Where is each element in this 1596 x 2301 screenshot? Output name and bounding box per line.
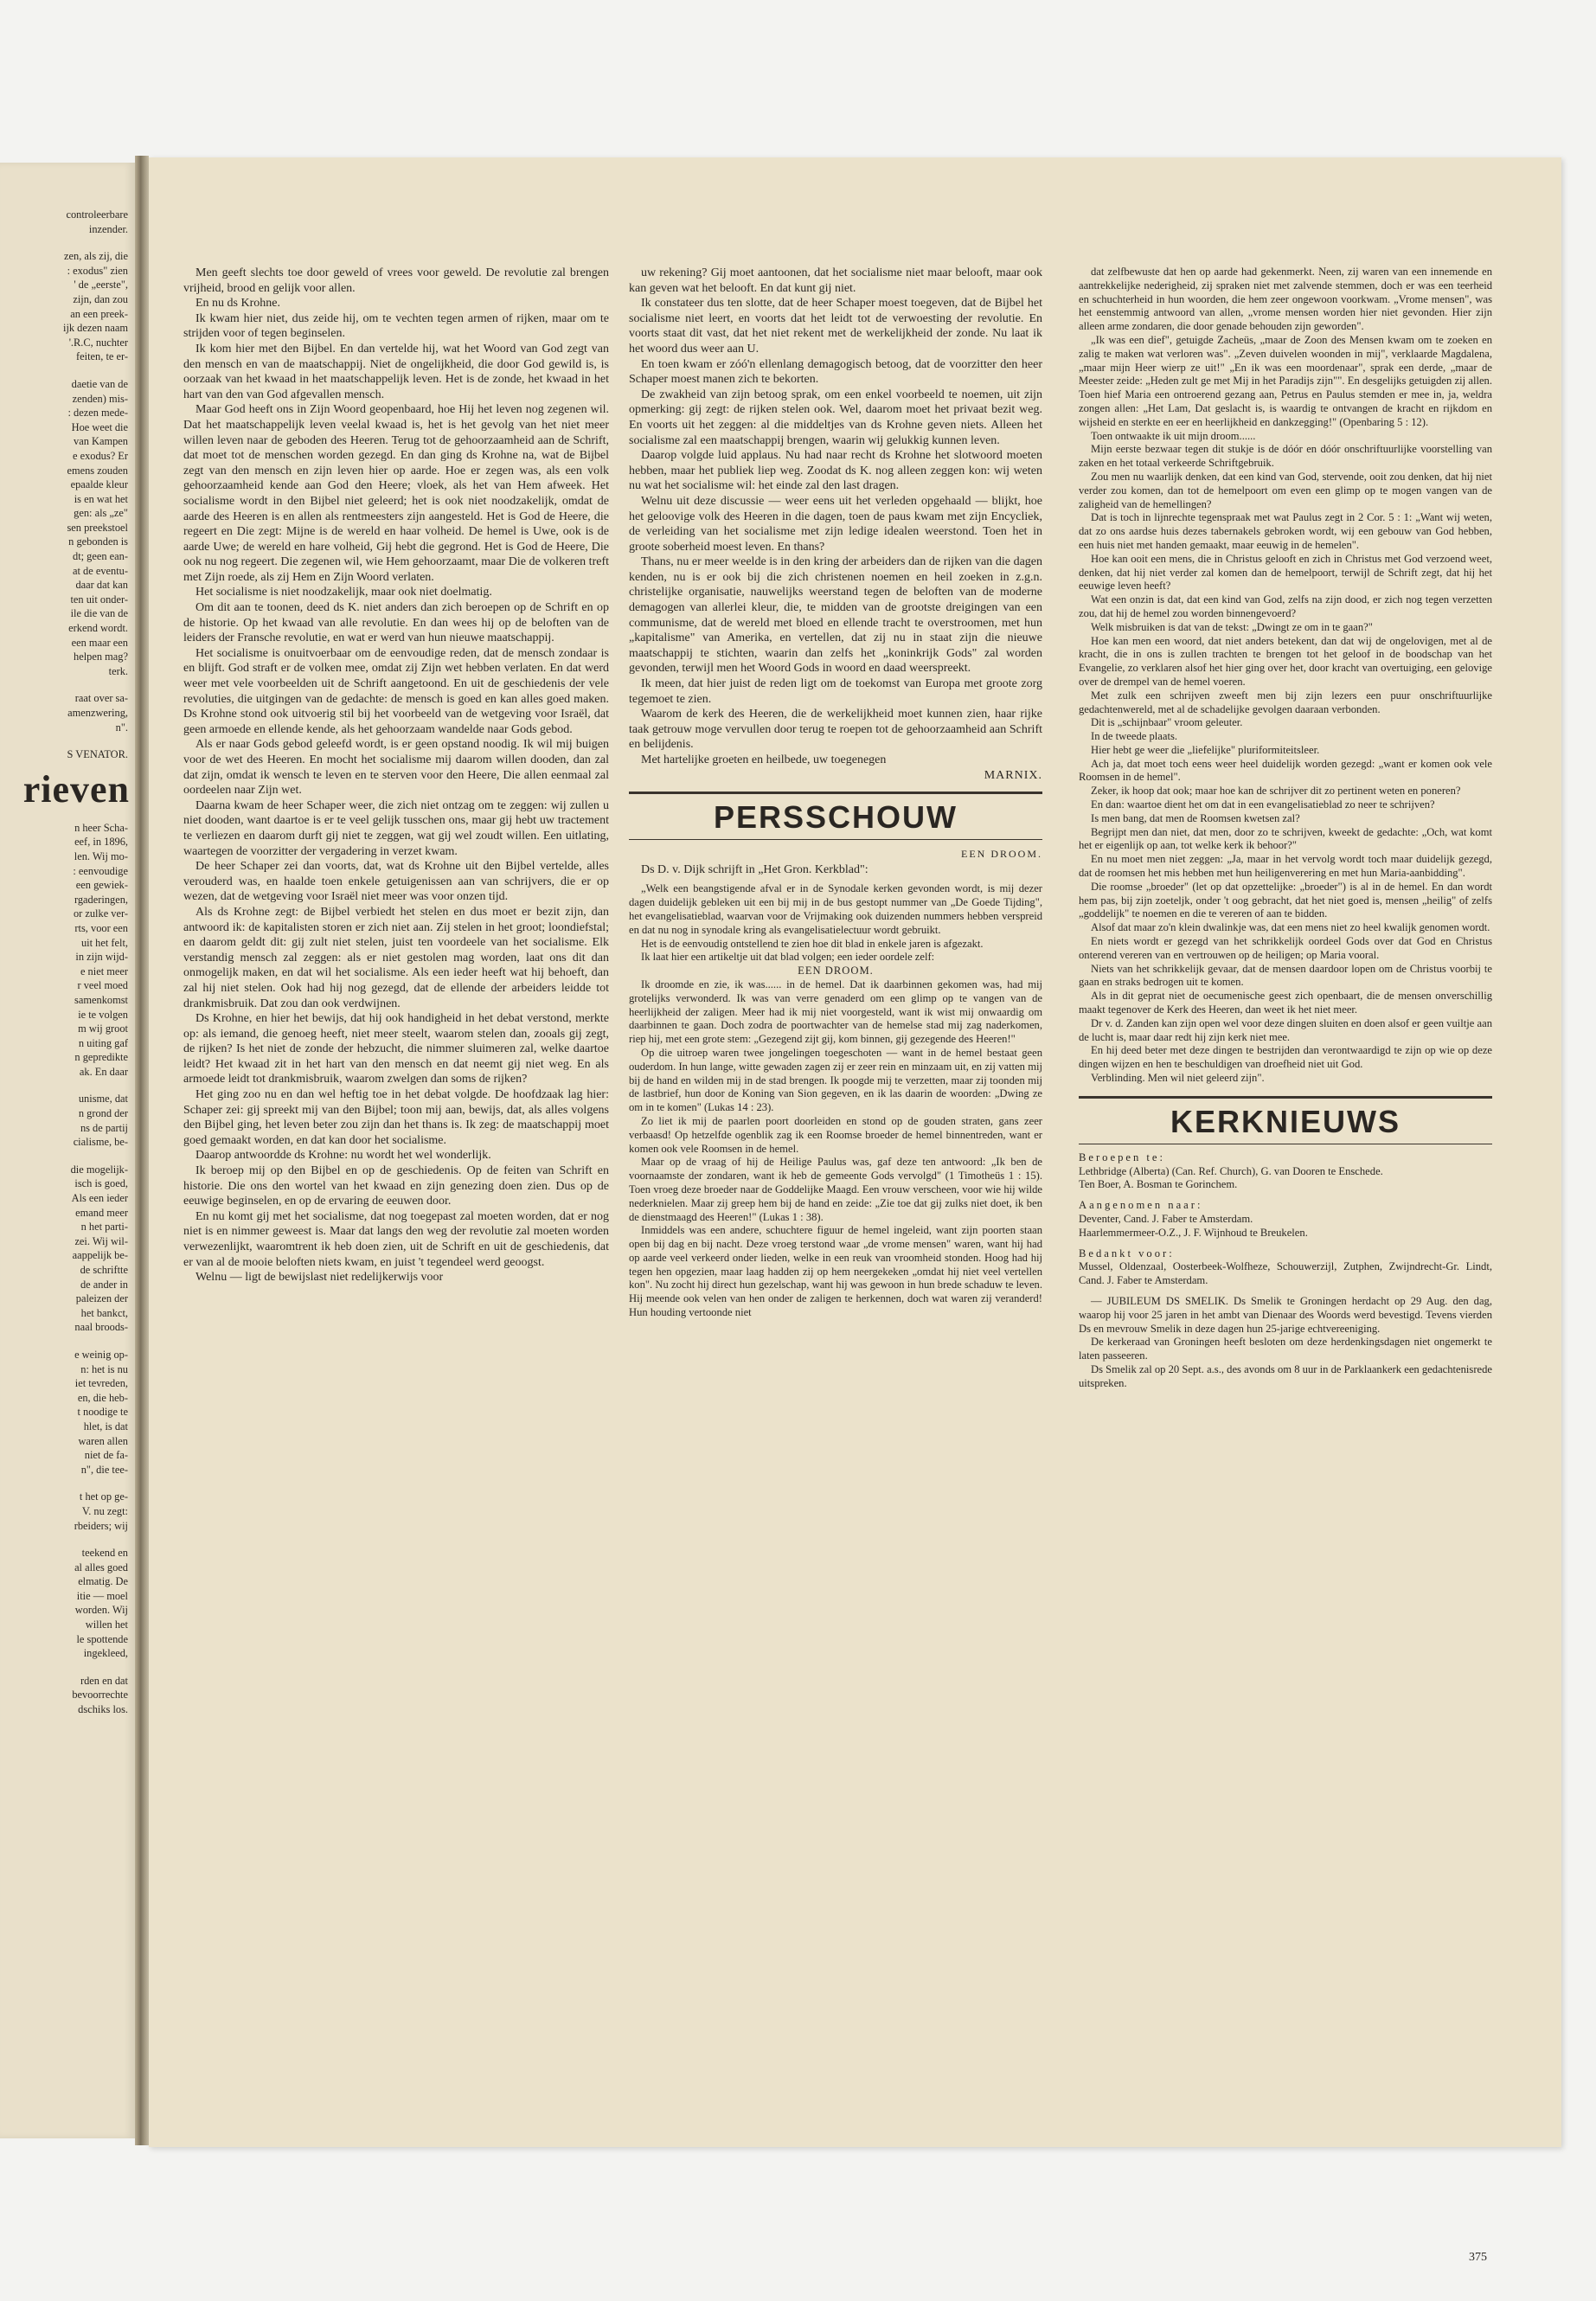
left-text-fragment: iet tevreden, (74, 1377, 128, 1390)
left-text-fragment: sen preekstoel (67, 521, 128, 534)
quote-paragraph: Ik laat hier een artikeltje uit dat blad volgen; een ieder oordele zelf: (641, 951, 935, 964)
paragraph: Maar God heeft ons in Zijn Woord geopenbaard, hoe Hij het leven nog zegenen wil. Dat het maatschappelijk leven veelal kwaad is, het is het gevolg van het niet meer willen leven naar de geboden des Heeren. Terug tot de gehoorzaamheid aan de Schrift, dat moet tot de menschen worden gezegd. En dan ging ds Krohne na, wat de Bijbel zegt van den mensch en zijn leven hier op aarde. Hoe er zegen was, als een volk gehoorzaamheid kende aan God den Heere; vloek, als het van Hem afweek. Het socialisme wordt in den Bijbel niet geleerd; het is ook niet noodzakelijk, omdat de aarde des Heeren is en allen als rentmeesters zijn aangesteld. Het is God de Heere, die regeert en Die zegt: Mijne is de wereld en haar volheid. De hemel is Uwe, ook is de aarde Uwe; de wereld en hare volheid, Gij hebt die gegrond. Het is God de Heere, Die ook nu nog regeert. Die zegenen wil, wie Hem gehoorzaamt, maar Die de volkeren treft met Zijn roede, als zij Hem en Zijn Woord verlaten. (183, 403, 609, 584)
paragraph: Daarna kwam de heer Schaper weer, die zich niet ontzag om te zeggen: wij zullen u niet dooden, want daartoe is er te veel gelijk tusschen ons, maar gij hebt uw tractement te verliezen en daarom durft gij niet te zeggen, wat gij wel zoudt willen. Een uitlating, waartegen de voorzitter der vergadering in verzet kwam. (183, 798, 609, 858)
left-text-fragment: samenkomst (74, 993, 128, 1006)
book-spine (135, 156, 149, 2145)
aangenomen-item: Haarlemmermeer-O.Z., J. F. Wijnhoud te Breukelen. (1079, 1226, 1308, 1239)
section-rule (1079, 1096, 1492, 1099)
left-text-fragment (0, 1533, 135, 1546)
letter-signature: MARNIX. (984, 768, 1042, 782)
left-text-fragment: '.R.C, nuchter (68, 336, 128, 349)
left-text-fragment: : eenvoudige (73, 864, 128, 877)
paragraph: dat zelfbewuste dat hen op aarde had gekenmerkt. Neen, zij waren van een innemende en aantrekkelijke nederigheid, zij spraken niet met zalvende stemmen, doch er was een teerheid en schuchterheid in hun woorden, die hem zeer ongewoon voorkwam. „Vrome mensen", was het eenstemmig antwoord van allen, „vrome mensen worden hier niet gevonden. Hier zijn alleen arme zondaren, die door genade behouden zijn geworden". (1079, 266, 1492, 333)
quote-paragraph: „Welk een beangstigende afval er in de Synodale kerken gevonden wordt, is mij dezer dagen duidelijk gebleken uit een bij mij in de bus gestopt nummer van „De Goede Tijding", het evangelisatieblad, waarvan voor de Vrijmaking ook duizenden nummers hebben verspreid en dat nu nog in synodale kring als evangelisatielectuur wordt gebruikt. (629, 882, 1042, 936)
left-text-fragment: ' de „eerste", (74, 279, 128, 292)
left-text-fragment: is en wat het (74, 492, 128, 505)
left-text-fragment: S VENATOR. (67, 748, 128, 761)
paragraph: De zwakheid van zijn betoog sprak, om een enkel voorbeeld te noemen, uit zijn opmerking: gij zegt: de rijken stelen ook. Wel, daarom moet het privaat bezit weg. En voorts uit het zeggen: al die middeltjes van ds Krohne geven niets. Alleen het socialisme zal een maatschappij brengen, waarin wij gelukkig kunnen leven. (629, 388, 1042, 447)
dream-paragraph: Maar op de vraag of hij de Heilige Paulus was, gaf deze ten antwoord: „Ik ben de voornaamste der zondaren, want ik heb de gemeente Gods vervolgd" (1 Timotheüs 1 : 15). Toen vroeg deze broeder naar de Goddelijke Maagd. Een vrouw verscheen, voor wie hij wilde nederknielen. Maar zij greep hem bij de hand en zeide: „Zie toe dat gij zulks niet doet, ik ben de dienstmaagd des Heeren!" (Lukas 1 : 38). (629, 1156, 1042, 1223)
left-text-fragment: die mogelijk- (70, 1163, 128, 1176)
dream-text (629, 978, 1042, 1320)
persschouw-quote (629, 882, 1042, 965)
paragraph: Als ds Krohne zegt: de Bijbel verbiedt het stelen en dus moet er bezit zijn, dan antwoord ik: de kapitalisten storen er zich niet aan. Zij stelen in het groot; loondiefstal; en daarom geldt dit: gij zult niet stelen, juist ten voordeele van het socialisme. Elk verstandig mensch zal zeggen: als er niet gestolen mag worden, laat ons dit dan onmogelijk maken, en dat wil het socialisme. Als een ieder heeft wat hij behoeft, dan zal hij niet stelen. Ook had hij nog gezegd, dat de ellende der arbeiders leidde tot drankmisbruik. Dat zou dan ook verdwijnen. (183, 905, 609, 1010)
left-text-fragment: erkend wordt. (68, 622, 128, 635)
beroepen-list (1079, 1165, 1492, 1193)
paragraph: Als in dit geprat niet de oecumenische geest zich openbaart, die de mensen onverschillig maakt tegenover de Kerk des Heeren, dan weet ik het niet meer. (1079, 990, 1492, 1016)
beroepen-item: Lethbridge (Alberta) (Can. Ref. Church), G. van Dooren te Enschede. (1079, 1164, 1383, 1177)
dream-paragraph: Op die uitroep waren twee jongelingen toegeschoten — want in de hemel bestaat geen ouderdom. In hun lange, witte gewaden zagen zij er zeer rein en minzaam uit, en zij vatten mij bij de hand en wilden mij in de stad brengen. Ik poogde mij te verzetten, maar zij toonden mij de lastbrief, hun door de Koning van Sion gegeven, en ik las daarin de woorden: „Dwing ze om in te komen" (Lukas 14 : 23). (629, 1046, 1042, 1114)
left-text-fragment: teekend en (81, 1547, 128, 1560)
left-text-fragment: het bankct, (80, 1306, 128, 1319)
paragraph: Welnu — ligt de bewijslast niet redelijkerwijs voor (195, 1271, 444, 1285)
left-text-fragment: epaalde kleur (70, 478, 128, 491)
paragraph: Welnu uit deze discussie — weer eens uit het verleden opgehaald — blijkt, hoe het geloovige volk des Heeren in die dagen, toen de paus kwam met zijn Encycliek, de verleiding van het socialisme met zijn ledige idealen weerstond. Toen het in groote soberheid moest leven. En thans? (629, 494, 1042, 554)
paragraph: En toen kwam er zóó'n ellenlang demagogisch betoog, dat de voorzitter den heer Schaper moest manen zich te bekorten. (629, 357, 1042, 387)
paragraph: En nu ds Krohne. (195, 297, 280, 311)
paragraph: Dr v. d. Zanden kan zijn open wel voor deze dingen sluiten en doen alsof er geen vuiltje aan de lucht is, maar daar redt hij zijn kerk niet mee. (1079, 1016, 1492, 1043)
persschouw-title: PERSSCHOUW (713, 799, 958, 836)
left-text-fragment: zei. Wij wil- (74, 1234, 128, 1247)
left-text-fragment (0, 1079, 135, 1092)
left-text-fragment: ten uit onder- (70, 593, 128, 606)
bedankt-list (1079, 1260, 1492, 1288)
left-text-fragment (0, 1477, 135, 1490)
paragraph: En dan: waartoe dient het om dat in een evangelisatieblad zo neer te schrijven? (1091, 798, 1435, 811)
dream-paragraph: Ik droomde en zie, ik was...... in de hemel. Dat ik daarbinnen gekomen was, had mij grotelijks verwonderd. Ik was van verre genaderd om een glimp op te vangen van de heerlijkheid der zaligen. Meer had ik mij niet voorgesteld, want ik wist mij onwaardig om daarbinnen te gaan. Doch zodra de poortwachter van de hemelse stad mij zag naderkomen, riep hij, met een grote stem: „Gezegend zijt gij, kom binnen, gij gezegende des Heeren!" (629, 977, 1042, 1046)
left-text-fragment (0, 1335, 135, 1348)
left-text-fragment: willen het (85, 1618, 128, 1631)
left-text-fragment: niet de fa- (84, 1449, 128, 1462)
paragraph: Verblinding. Men wil niet geleerd zijn". (1091, 1072, 1265, 1085)
left-text-fragment: ie te volgen (78, 1008, 128, 1021)
left-text-fragment: daetie van de (71, 377, 128, 390)
left-text-fragment: or zulke ver- (73, 907, 128, 920)
column-2-letter (629, 266, 1042, 768)
left-text-fragment: uit het felt, (80, 936, 128, 949)
paragraph: Het ging zoo nu en dan wel heftig toe in het debat volgde. De hoofdzaak lag hier: Schaper zei: gij spreekt mij van den Bijbel; toon mij aan, bewijs, dat, als alles volgens den Bijbel ging, het leven beter zou zijn dan het thans is. Ik zeg: de maatschappij moet goed gemaakt worden, en dat kan door het socialisme. (183, 1088, 609, 1147)
paragraph: Met zulk een schrijven zweeft men bij zijn lezers een puur onschriftuurlijke gedachtenwereld, met al de schadelijke gevolgen daaraan verbonden. (1079, 689, 1492, 715)
paragraph: Het socialisme is niet noodzakelijk, maar ook niet doelmatig. (195, 586, 492, 599)
left-text-fragment (0, 236, 135, 249)
left-text-fragment: ingekleed, (83, 1647, 128, 1660)
left-text-fragment: elmatig. De (78, 1575, 128, 1588)
column-3 (1079, 266, 1492, 1391)
bedankt-item: Mussel, Oldenzaal, Oosterbeek-Wolfheze, Schouwerzijl, Zutphen, Zwijndrecht-Gr. Lindt, Cand. J. Faber te Amsterdam. (1079, 1260, 1492, 1287)
left-text-fragment: V. nu zegt: (81, 1504, 128, 1517)
paragraph: Hoe kan men een woord, dat niet anders betekent, dan dat wij de ongelovigen, met al de kracht, die in ons is zullen trachten te brengen tot het geloof in de boodschap van het Evangelie, zo verklaren alsof het hier ging over het, door kracht van overtuiging, een gelovige over de drempel van de hemel voeren. (1079, 634, 1492, 688)
left-text-fragment: : dezen mede- (67, 407, 128, 420)
left-text-fragment: n gebonden is (68, 535, 128, 548)
left-text-fragment: t noodige te (77, 1406, 128, 1419)
paragraph: Ik constateer dus ten slotte, dat de heer Schaper moest toegeven, dat de Bijbel het socialisme niet leert, en voorts dat het leidt tot de verwoesting der revolutie. En voorts staat dit vast, dat het niet rekent met de werkelijkheid der zonde. Nu laat ik het woord dus weer aan U. (629, 297, 1042, 356)
column-3-text (1079, 266, 1492, 1086)
aangenomen-list (1079, 1213, 1492, 1240)
left-text-fragment: t het op ge- (79, 1490, 128, 1503)
paragraph: Niets van het schrikkelijk gevaar, dat de mensen daardoor lopen om de Christus voorbij te gaan en straks bedrogen uit te komen. (1079, 962, 1492, 989)
dream-title: EEN DROOM. (798, 965, 874, 977)
left-text-fragment: n", die tee- (80, 1463, 128, 1476)
paragraph: Ik kom hier met den Bijbel. En dan vertelde hij, wat het Woord van God zegt van den mensch en van de maatschappij. Niet de ongelijkheid, die door God gewild is, is oorzaak van het kwaad in het maatschappelijk leven. Het is de zonde, het kwaad in het hart van den van God afgevallen mensch. (183, 342, 609, 401)
left-text-fragment: paleizen der (75, 1292, 128, 1305)
left-page-fragment (0, 163, 135, 2138)
left-text-fragment: n grond der (78, 1107, 128, 1120)
left-text-fragment: rden en dat (80, 1674, 128, 1687)
persschouw-subhead: EEN DROOM. (961, 848, 1042, 861)
left-text-fragment: feiten, te er- (76, 350, 128, 363)
paragraph: Ik kwam hier niet, dus zeide hij, om te vechten tegen armen of rijken, maar om te strijden voor of tegen beginselen. (183, 311, 609, 341)
left-text-fragment: len. Wij mo- (74, 849, 128, 862)
paragraph: Die roomse „broeder" (let op dat opzettelijke: „broeder") is al in de hemel. En dan wordt hem pas, bij zijn zoeteljk, onder 't oog gebracht, dat het niet goed is, mensen „heilig" of zelfs „goddelijk" te noemen en die te vereren of aan te bidden. (1079, 880, 1492, 920)
left-text-fragment: at de eventu- (73, 564, 128, 577)
left-text-fragment: n gepredikte (74, 1051, 128, 1064)
kerknieuws-body (1079, 1151, 1492, 1391)
left-text-fragment: n het parti- (80, 1221, 128, 1234)
left-column-fragments-top (0, 208, 135, 762)
paragraph: Is men bang, dat men de Roomsen kwetsen zal? (1091, 811, 1300, 824)
paragraph: Daarop volgde luid applaus. Nu had naar recht ds Krohne het slotwoord moeten hebben, maar het publiek liep weg. Zoodat ds K. nog alleen zeggen kon: wij weten nu wat het socialisme wil: het einde zal den last dragen. (629, 449, 1042, 493)
paragraph: Ds Krohne, en hier het bewijs, dat hij ook handigheid in het debat verstond, merkte op: als iemand, die genoeg heeft, niet meer steelt, waarom stelen dan, zooals gij zegt, de rijken? Is het niet de zonde der hebzucht, die nimmer sluimeren zal, welke daartoe leidt? Het kwaad zit in het hart van den mensch en dat neemt gij niet weg. En als armoede leidt tot drankmisbruik, waarom zwelgen dan soms de rijken? (183, 1012, 609, 1086)
left-text-fragment: : exodus" zien (67, 264, 128, 277)
left-text-fragment: rgaderingen, (74, 893, 128, 906)
left-text-fragment: itie — moel (76, 1589, 128, 1602)
aangenomen-label: Aangenomen naar: (1079, 1199, 1203, 1212)
paragraph: Daarop antwoordde ds Krohne: nu wordt het wel wonderlijk. (195, 1149, 491, 1163)
dream-paragraph: Zo liet ik mij de paarlen poort doorleiden en stond op de gouden straten, gans zeer verbaasd! Op hetzelfde ogenblik zag ik een Roomse broeder de hemel binnentreden, want er komen ook vele Roomsen in de hemel. (629, 1114, 1042, 1155)
jubileum-paragraph: Ds Smelik zal op 20 Sept. a.s., des avonds om 8 uur in de Parklaankerk een gedachtenisrede uitspreken. (1079, 1362, 1492, 1389)
left-text-fragment: zijn, dan zou (73, 292, 128, 305)
left-text-fragment: in zijn wijd- (75, 951, 128, 964)
persschouw-intro: Ds D. v. Dijk schrijft in „Het Gron. Kerkblad": (641, 862, 869, 876)
left-text-fragment: n heer Scha- (74, 821, 128, 834)
paragraph: Dit is „schijnbaar" vroom geleuter. (1091, 716, 1243, 729)
dream-paragraph: Inmiddels was een andere, schuchtere figuur de hemel ingeleid, want zijn poorten staan open bij dag en bij nacht. Deze vroeg terstond waar „de vrome mensen" waren, want hij had op aarde veel verkeerd onder lieden, welke in een reuk van vroomheid stonden. Hoog had hij tegen hen opgezien, maar laag hadden zij op hem neergekeken „omdat hij niet veel vertellen kon". Nu zocht hij direct hun gezelschap, want hij was gewoon in hun brede schaduw te leven. Hij meende ook velen van hen onder de zaligen te herkennen, doch wat waren zij veranderd! Hun houding vertoonde niet (629, 1224, 1042, 1319)
left-text-fragment: de schriftte (80, 1264, 128, 1276)
left-text-fragment: rbeiders; wij (74, 1519, 128, 1532)
paragraph: En niets wordt er gezegd van het schrikkelijk oordeel Gods over dat God en Christus onterend vereren van en vertrouwen op de heiligen; op Maria vooral. (1079, 935, 1492, 961)
beroepen-label: Beroepen te: (1079, 1150, 1165, 1163)
paragraph: In de tweede plaats. (1091, 730, 1178, 743)
jubileum-notice (1079, 1295, 1492, 1391)
left-text-fragment: n uiting gaf (78, 1036, 128, 1049)
left-text-fragment: worden. Wij (74, 1604, 128, 1617)
left-text-fragment: terk. (108, 664, 128, 677)
left-text-fragment: een maar een (71, 636, 128, 649)
left-text-fragment: e exodus? Er (73, 449, 128, 462)
left-text-fragment: an een preek- (70, 307, 128, 320)
left-text-fragment: unisme, dat (78, 1093, 128, 1106)
paragraph: Zeker, ik hoop dat ook; maar hoe kan de schrijver dit zo pertinent weten en poneren? (1091, 785, 1461, 798)
left-text-fragment: zen, als zij, die (64, 250, 128, 263)
paragraph: Met hartelijke groeten en heilbede, uw toegenegen (641, 753, 887, 766)
left-text-fragment: emand meer (75, 1206, 128, 1219)
left-text-fragment: aappelijk be- (72, 1249, 128, 1262)
left-text-fragment: amenzwering, (67, 707, 128, 719)
left-text-fragment: en, die heb- (77, 1391, 128, 1404)
paragraph: Men geeft slechts toe door geweld of vrees voor geweld. De revolutie zal brengen vrijheid, brood en gelijk voor allen. (183, 266, 609, 295)
left-text-fragment (0, 734, 135, 747)
left-text-fragment: emens zouden (67, 464, 128, 477)
left-text-fragment (0, 364, 135, 377)
column-2 (629, 266, 1042, 1320)
paragraph: Alsof dat maar zo'n klein dwalinkje was, dat een mens niet zo heel kwalijk genomen wordt. (1091, 921, 1490, 934)
paragraph: Begrijpt men dan niet, dat men, door zo te schrijven, kweekt de gedachte: „Och, wat komt het er eigenlijk op aan, tot welke kerk ik behoor?" (1079, 825, 1492, 852)
paragraph: Toen ontwaakte ik uit mijn droom...... (1091, 429, 1256, 442)
left-text-fragment: eef, in 1896, (74, 836, 128, 849)
paragraph: Mijn eerste bezwaar tegen dit stukje is de dóór en dóór onschriftuurlijke voorstelling van zaken en het totaal verkeerde Schriftgebruik. (1079, 443, 1492, 470)
paragraph: Hoe kan ooit een mens, die in Christus gelooft en zich in Christus met God verzoend weet, denken, dat hij niet verder zal komen dan de hemelpoort, terwijl de Schrift zegt, dat hij het eeuwige leven heeft? (1079, 552, 1492, 593)
quote-paragraph: Het is de eenvoudig ontstellend te zien hoe dit blad in enkele jaren is afgezakt. (641, 937, 984, 950)
left-text-fragment: isch is goed, (74, 1177, 128, 1190)
left-text-fragment: le spottende (76, 1632, 128, 1645)
left-text-fragment: helpen mag? (74, 651, 128, 663)
page-number: 375 (1469, 2251, 1487, 2264)
jubileum-paragraph: — JUBILEUM DS SMELIK. Ds Smelik te Groningen herdacht op 29 Aug. den dag, waarop hij voor 25 jaren in het ambt van Dienaar des Woords werd bevestigd. Tevens vierden Ds en mevrouw Smelik in deze dagen hun 25-jarige echtvereeniging. (1079, 1294, 1492, 1335)
beroepen-item: Ten Boer, A. Bosman te Gorinchem. (1079, 1178, 1238, 1191)
left-text-fragment: zenden) mis- (72, 392, 128, 405)
paragraph: Hier hebt ge weer die „liefelijke" pluriformiteitsleer. (1091, 743, 1320, 756)
left-text-fragment: ns de partij (80, 1121, 128, 1134)
paragraph: En nu komt gij met het socialisme, dat nog toegepast zal moeten worden, dat er nog niet is en nimmer geweest is. Maar dat langs den weg der revolutie zal moeten worden verwezenlijkt, waaromtrent ik heb doen zien, uit de Schrift en uit de geschiedenis, dat er van al de mooie beloften niets kwam, en juist 't tegendeel werd geoogst. (183, 1209, 609, 1269)
column-1 (183, 266, 609, 1285)
left-text-fragment: inzender. (88, 222, 128, 235)
left-text-fragment (0, 1661, 135, 1674)
left-text-fragment: e niet meer (80, 965, 128, 977)
newspaper-page (149, 157, 1561, 2264)
left-text-fragment: gen: als „ze" (74, 507, 128, 520)
paragraph: Zou men nu waarlijk denken, dat een kind van God, stervende, ooit zou denken, dat hij niet verder zou komen, dan tot de hemelpoort om even een glimp op te mogen vangen van de zaligheid van de hemellingen? (1079, 470, 1492, 510)
left-text-fragment: m wij groot (78, 1022, 128, 1035)
left-text-fragment: hlet, is dat (83, 1420, 128, 1433)
left-text-fragment: raat over sa- (74, 692, 128, 705)
left-text-fragment: van Kampen (74, 435, 128, 448)
paragraph: Thans, nu er meer weelde is in den kring der arbeiders dan de rijken van die dagen kenden, nu is er ook bij die zich christenen noemen en heil zoeken in z.g.n. christelijke organisatie, nauwelijks weerstand tegen de beloften van de moderne demagogen van allerlei kleur, die, te midden van de grootste dreigingen van een communisme, dat de wereld met bloed en ellende tracht te overstroomen, met hun „kapitalisme" van Amerika, en vertellen, dat zij nu in staat zijn die nieuwe maatschappij te stichten, waarin dan zelfs het „koninkrijk Gods" zal worden gevonden, terwijl men het Woord Gods in woord en daad weerspreekt. (629, 555, 1042, 676)
left-text-fragment: controleerbare (66, 208, 128, 221)
jubileum-paragraph: De kerkeraad van Groningen heeft besloten om deze herdenkingsdagen niet ongemerkt te laten passeeren. (1079, 1336, 1492, 1362)
paragraph: uw rekening? Gij moet aantoonen, dat het socialisme niet maar belooft, maar ook kan geven wat het belooft. En dat kunt gij niet. (629, 266, 1042, 295)
left-text-fragment: naal broods- (74, 1321, 128, 1334)
left-text-fragment: Als een ieder (71, 1192, 128, 1205)
left-text-fragment: daar dat kan (75, 579, 128, 592)
left-text-fragment: n: het is nu (80, 1362, 128, 1375)
left-text-fragment: dt; geen ean- (73, 550, 128, 563)
left-text-fragment: n". (115, 721, 128, 734)
paragraph: De heer Schaper zei dan voorts, dat, wat ds Krohne uit den Bijbel vertelde, alles verouderd was, en haalde toen enkele getuigenissen aan van schrijvers, die er op wezen, dat de wetgeving voor Israël niet meer was voor onzen tijd. (183, 860, 609, 904)
paragraph: Wat een onzin is dat, dat een kind van God, zelfs na zijn dood, er zich nog tegen verzetten zou, dat hij de hemel zou worden binnengevoerd? (1079, 593, 1492, 619)
left-text-fragment: cialisme, be- (73, 1136, 128, 1149)
left-text-fragment: Hoe weet die (71, 420, 128, 433)
left-text-fragment: ile die van de (70, 607, 128, 620)
left-text-fragment: al alles goed (74, 1561, 128, 1574)
paragraph: Waarom de kerk des Heeren, die de werkelijkheid moet kunnen zien, haar rijke taak getrouw moge vervullen door terug te roepen tot de gehoorzaamheid aan Schrift en belijdenis. (629, 708, 1042, 752)
left-text-fragment: de ander in (80, 1278, 128, 1291)
paragraph: Welk misbruiken is dat van de tekst: „Dwingt ze om in te gaan?" (1091, 620, 1373, 633)
paragraph: En hij deed beter met deze dingen te bestrijden dan verontwaardigd te zijn op wie op deze dingen wijzen en hen te beschuldigen van droefheid niet uit God. (1079, 1044, 1492, 1071)
paragraph: En nu moet men niet zeggen: „Ja, maar in het vervolg wordt toch maar duidelijk gezegd, dat de roomsen het mis hebben met hun heiligenverering en met hun Maria-aanbidding". (1079, 853, 1492, 880)
paragraph: Ik beroep mij op den Bijbel en op de geschiedenis. Op de feiten van Schrift en historie. Die ons den wortel van het kwaad en zijn genezing doen zien. Dus op de eeuwige beginselen, en op de ervaring de eeuwen door. (183, 1164, 609, 1208)
left-text-fragment: e weinig op- (74, 1348, 128, 1361)
bedankt-label: Bedankt voor: (1079, 1247, 1175, 1259)
paragraph: Het socialisme is onuitvoerbaar om de eenvoudige reden, dat de mensch zondaar is en blijft. God straft er de volken mee, omdat zij Zijn wet hebben verlaten. En dat werd weer met vele voorbeelden uit de Schrift aangetoond. En uit de geschiedenis der vele revoluties, die uitgingen van de gedachte: de mensch is goed en kan alles goed maken. Ds Krohne stond ook uitvoerig stil bij het voorbeeld van de wetgeving voor Israël, dat geen armoede en ellende kende, als het gehoorzaam wandelde naar Gods gebod. (183, 646, 609, 736)
paragraph: Als er naar Gods gebod geleefd wordt, is er geen opstand noodig. Ik wil mij buigen voor de wet des Heeren. En mocht het socialisme mij daarom willen dooden, dan zal dat zijn, omdat ik wensch te leven en te sterven voor den Heere, Die allen eenmaal zal oordeelen naar Zijn wet. (183, 738, 609, 798)
left-text-fragment: ak. En daar (79, 1065, 128, 1078)
left-text-fragment: waren allen (78, 1434, 128, 1447)
left-text-fragment (0, 1150, 135, 1163)
paragraph: Ach ja, dat moet toch eens weer heel duidelijk worden gezegd: „want er komen ook vele Roomsen in de hemel". (1079, 757, 1492, 784)
paragraph: Om dit aan te toonen, deed ds K. niet anders dan zich beroepen op de Schrift en op de historie. Op het kwaad van alle revolutie. En dan wees hij op de beloften van de leiders der Fransche revolutie, en wat er werd van hun nieuwe maatschappij. (183, 601, 609, 645)
paragraph: Ik meen, dat hier juist de reden ligt om de toekomst van Europa met groote zorg tegemoet te zien. (629, 677, 1042, 706)
paragraph: Dat is toch in lijnrechte tegenspraak met wat Paulus zegt in 2 Cor. 5 : 1: „Want wij weten, dat zo ons aardse huis dezes tabernakels gebroken wordt, wij een gebouw van God hebben, een huis niet met handen gemaakt, maar eeuwig in de hemelen". (1079, 511, 1492, 551)
left-text-fragment: dschiks los. (78, 1703, 128, 1716)
left-text-fragment: een gewiek- (75, 879, 128, 892)
left-column-fragments-bottom (0, 821, 135, 1717)
left-text-fragment: r veel moed (77, 979, 128, 992)
left-text-fragment: rts, voor een (74, 921, 128, 934)
section-rule-thin (629, 839, 1042, 840)
section-rule (629, 792, 1042, 794)
paragraph: „Ik was een dief", getuigde Zacheüs, „maar de Zoon des Mensen kwam om te zoeken en zalig te maken wat verloren was". „Zeven duivelen woonden in mij", verklaarde Magdalena, „maar mijn Heer wierp ze uit!" „En ik was een moordenaar", sprak een derde, „maar de Meester zeide: „Heden zult ge met Mij in het Paradijs zijn"". En desgelijks getuigden zij allen. Toen hief Maria een ontroerend gezang aan, Petrus en Paulus stemden er mee in, ja, weldra zongen allen: „Het Lam, Dat geslacht is, is waardig te ontvangen de kracht en rijkdom en wijsheid en sterkte en eer en heerlijkheid en dankzegging!" (Openbaring 5 : 12). (1079, 333, 1492, 428)
left-page-heading-fragment: rieven (22, 767, 130, 811)
left-text-fragment: ijk dezen naam (63, 322, 128, 335)
kerknieuws-title: KERKNIEUWS (1170, 1103, 1401, 1139)
left-text-fragment: bevoorrechte (72, 1689, 128, 1702)
left-text-fragment (0, 678, 135, 691)
aangenomen-item: Deventer, Cand. J. Faber te Amsterdam. (1079, 1213, 1253, 1225)
